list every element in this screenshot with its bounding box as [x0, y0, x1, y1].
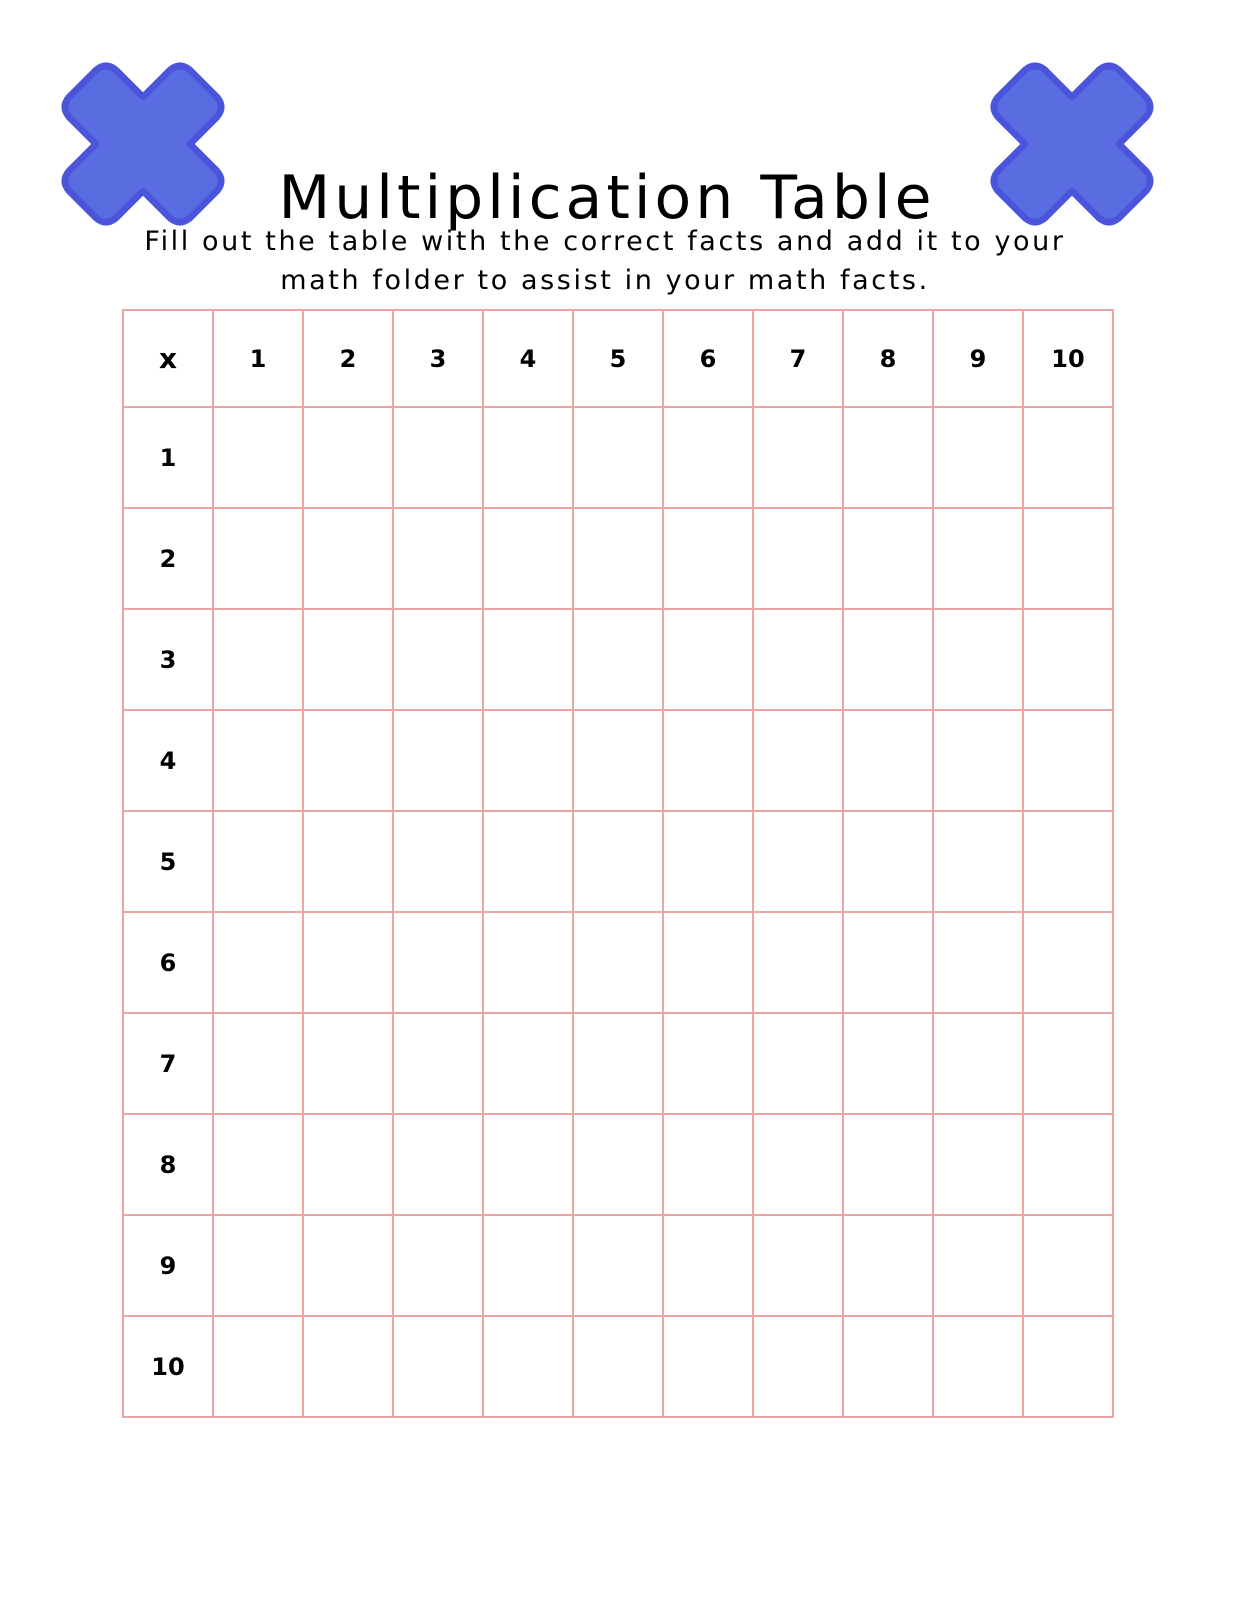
answer-cell[interactable]	[213, 609, 303, 710]
answer-cell[interactable]	[843, 1215, 933, 1316]
answer-cell[interactable]	[753, 508, 843, 609]
answer-cell[interactable]	[573, 912, 663, 1013]
answer-cell[interactable]	[753, 912, 843, 1013]
answer-cell[interactable]	[843, 508, 933, 609]
corner-cell: x	[123, 310, 213, 407]
answer-cell[interactable]	[303, 1114, 393, 1215]
answer-cell[interactable]	[303, 1215, 393, 1316]
answer-cell[interactable]	[933, 407, 1023, 508]
answer-cell[interactable]	[393, 1215, 483, 1316]
answer-cell[interactable]	[753, 1114, 843, 1215]
answer-cell[interactable]	[483, 710, 573, 811]
answer-cell[interactable]	[393, 609, 483, 710]
table-row	[123, 1215, 1113, 1316]
answer-cell[interactable]	[753, 1215, 843, 1316]
answer-cell[interactable]	[663, 1114, 753, 1215]
answer-cell[interactable]	[303, 508, 393, 609]
table-row	[123, 811, 1113, 912]
answer-cell[interactable]	[1023, 407, 1113, 508]
answer-cell[interactable]	[843, 407, 933, 508]
answer-cell[interactable]	[393, 710, 483, 811]
row-header: 8	[123, 1114, 213, 1215]
page-title: Multiplication Table	[278, 163, 936, 234]
answer-cell[interactable]	[753, 609, 843, 710]
table-row	[123, 407, 1113, 508]
answer-cell[interactable]	[663, 1215, 753, 1316]
answer-cell[interactable]	[933, 1013, 1023, 1114]
answer-cell[interactable]	[753, 710, 843, 811]
table-row	[123, 1114, 1113, 1215]
answer-cell[interactable]	[753, 407, 843, 508]
row-header: 10	[123, 1316, 213, 1417]
column-header: 9	[933, 310, 1023, 407]
answer-cell[interactable]	[1023, 1316, 1113, 1417]
table-row	[123, 609, 1113, 710]
multiplication-table	[122, 309, 1114, 1418]
answer-cell[interactable]	[573, 609, 663, 710]
column-header: 8	[843, 310, 933, 407]
answer-cell[interactable]	[753, 1316, 843, 1417]
row-header: 9	[123, 1215, 213, 1316]
answer-cell[interactable]	[753, 1013, 843, 1114]
answer-cell[interactable]	[213, 1013, 303, 1114]
answer-cell[interactable]	[1023, 1114, 1113, 1215]
answer-cell[interactable]	[933, 1114, 1023, 1215]
column-header: 10	[1023, 310, 1113, 407]
answer-cell[interactable]	[1023, 1215, 1113, 1316]
answer-cell[interactable]	[393, 811, 483, 912]
answer-cell[interactable]	[213, 407, 303, 508]
column-header: 5	[573, 310, 663, 407]
answer-cell[interactable]	[483, 1316, 573, 1417]
answer-cell[interactable]	[213, 710, 303, 811]
answer-cell[interactable]	[573, 710, 663, 811]
answer-cell[interactable]	[303, 407, 393, 508]
table-row	[123, 1316, 1113, 1417]
answer-cell[interactable]	[213, 508, 303, 609]
answer-cell[interactable]	[663, 508, 753, 609]
table-row	[123, 508, 1113, 609]
answer-cell[interactable]	[573, 1215, 663, 1316]
answer-cell[interactable]	[573, 1013, 663, 1114]
column-header: 6	[663, 310, 753, 407]
answer-cell[interactable]	[663, 609, 753, 710]
answer-cell[interactable]	[213, 1316, 303, 1417]
answer-cell[interactable]	[933, 508, 1023, 609]
answer-cell[interactable]	[483, 407, 573, 508]
answer-cell[interactable]	[843, 912, 933, 1013]
answer-cell[interactable]	[573, 811, 663, 912]
answer-cell[interactable]	[843, 811, 933, 912]
answer-cell[interactable]	[933, 811, 1023, 912]
answer-cell[interactable]	[303, 1013, 393, 1114]
answer-cell[interactable]	[933, 710, 1023, 811]
table-row	[123, 710, 1113, 811]
answer-cell[interactable]	[483, 1114, 573, 1215]
answer-cell[interactable]	[663, 407, 753, 508]
answer-cell[interactable]	[213, 912, 303, 1013]
answer-cell[interactable]	[843, 710, 933, 811]
row-header: 7	[123, 1013, 213, 1114]
answer-cell[interactable]	[303, 710, 393, 811]
answer-cell[interactable]	[573, 1114, 663, 1215]
answer-cell[interactable]	[483, 912, 573, 1013]
answer-cell[interactable]	[393, 1013, 483, 1114]
answer-cell[interactable]	[1023, 508, 1113, 609]
answer-cell[interactable]	[483, 609, 573, 710]
answer-cell[interactable]	[663, 1316, 753, 1417]
answer-cell[interactable]	[483, 508, 573, 609]
answer-cell[interactable]	[843, 1316, 933, 1417]
answer-cell[interactable]	[1023, 912, 1113, 1013]
answer-cell[interactable]	[1023, 609, 1113, 710]
answer-cell[interactable]	[573, 1316, 663, 1417]
answer-cell[interactable]	[753, 811, 843, 912]
answer-cell[interactable]	[1023, 1013, 1113, 1114]
answer-cell[interactable]	[663, 710, 753, 811]
answer-cell[interactable]	[843, 1013, 933, 1114]
column-header: 2	[303, 310, 393, 407]
answer-cell[interactable]	[573, 407, 663, 508]
answer-cell[interactable]	[1023, 710, 1113, 811]
row-header: 2	[123, 508, 213, 609]
answer-cell[interactable]	[393, 1316, 483, 1417]
answer-cell[interactable]	[483, 1215, 573, 1316]
answer-cell[interactable]	[573, 508, 663, 609]
answer-cell[interactable]	[933, 912, 1023, 1013]
table-row	[123, 912, 1113, 1013]
answer-cell[interactable]	[933, 609, 1023, 710]
column-header: 3	[393, 310, 483, 407]
table-row	[123, 1013, 1113, 1114]
column-header: 4	[483, 310, 573, 407]
answer-cell[interactable]	[663, 1013, 753, 1114]
answer-cell[interactable]	[393, 407, 483, 508]
answer-cell[interactable]	[213, 811, 303, 912]
answer-cell[interactable]	[303, 912, 393, 1013]
answer-cell[interactable]	[303, 609, 393, 710]
answer-cell[interactable]	[663, 912, 753, 1013]
answer-cell[interactable]	[213, 1215, 303, 1316]
answer-cell[interactable]	[393, 912, 483, 1013]
instructions-text: Fill out the table with the correct facts and add it to your math folder to assist in your math facts.	[144, 226, 1066, 296]
row-header: 6	[123, 912, 213, 1013]
answer-cell[interactable]	[843, 609, 933, 710]
answer-cell[interactable]	[933, 1316, 1023, 1417]
row-header: 1	[123, 407, 213, 508]
row-header: 3	[123, 609, 213, 710]
answer-cell[interactable]	[933, 1215, 1023, 1316]
header-row	[123, 310, 1113, 407]
answer-cell[interactable]	[843, 1114, 933, 1215]
answer-cell[interactable]	[303, 811, 393, 912]
answer-cell[interactable]	[663, 811, 753, 912]
answer-cell[interactable]	[213, 1114, 303, 1215]
answer-cell[interactable]	[393, 508, 483, 609]
answer-cell[interactable]	[303, 1316, 393, 1417]
answer-cell[interactable]	[393, 1114, 483, 1215]
answer-cell[interactable]	[483, 1013, 573, 1114]
row-header: 4	[123, 710, 213, 811]
column-header: 7	[753, 310, 843, 407]
answer-cell[interactable]	[483, 811, 573, 912]
answer-cell[interactable]	[1023, 811, 1113, 912]
column-header: 1	[213, 310, 303, 407]
row-header: 5	[123, 811, 213, 912]
